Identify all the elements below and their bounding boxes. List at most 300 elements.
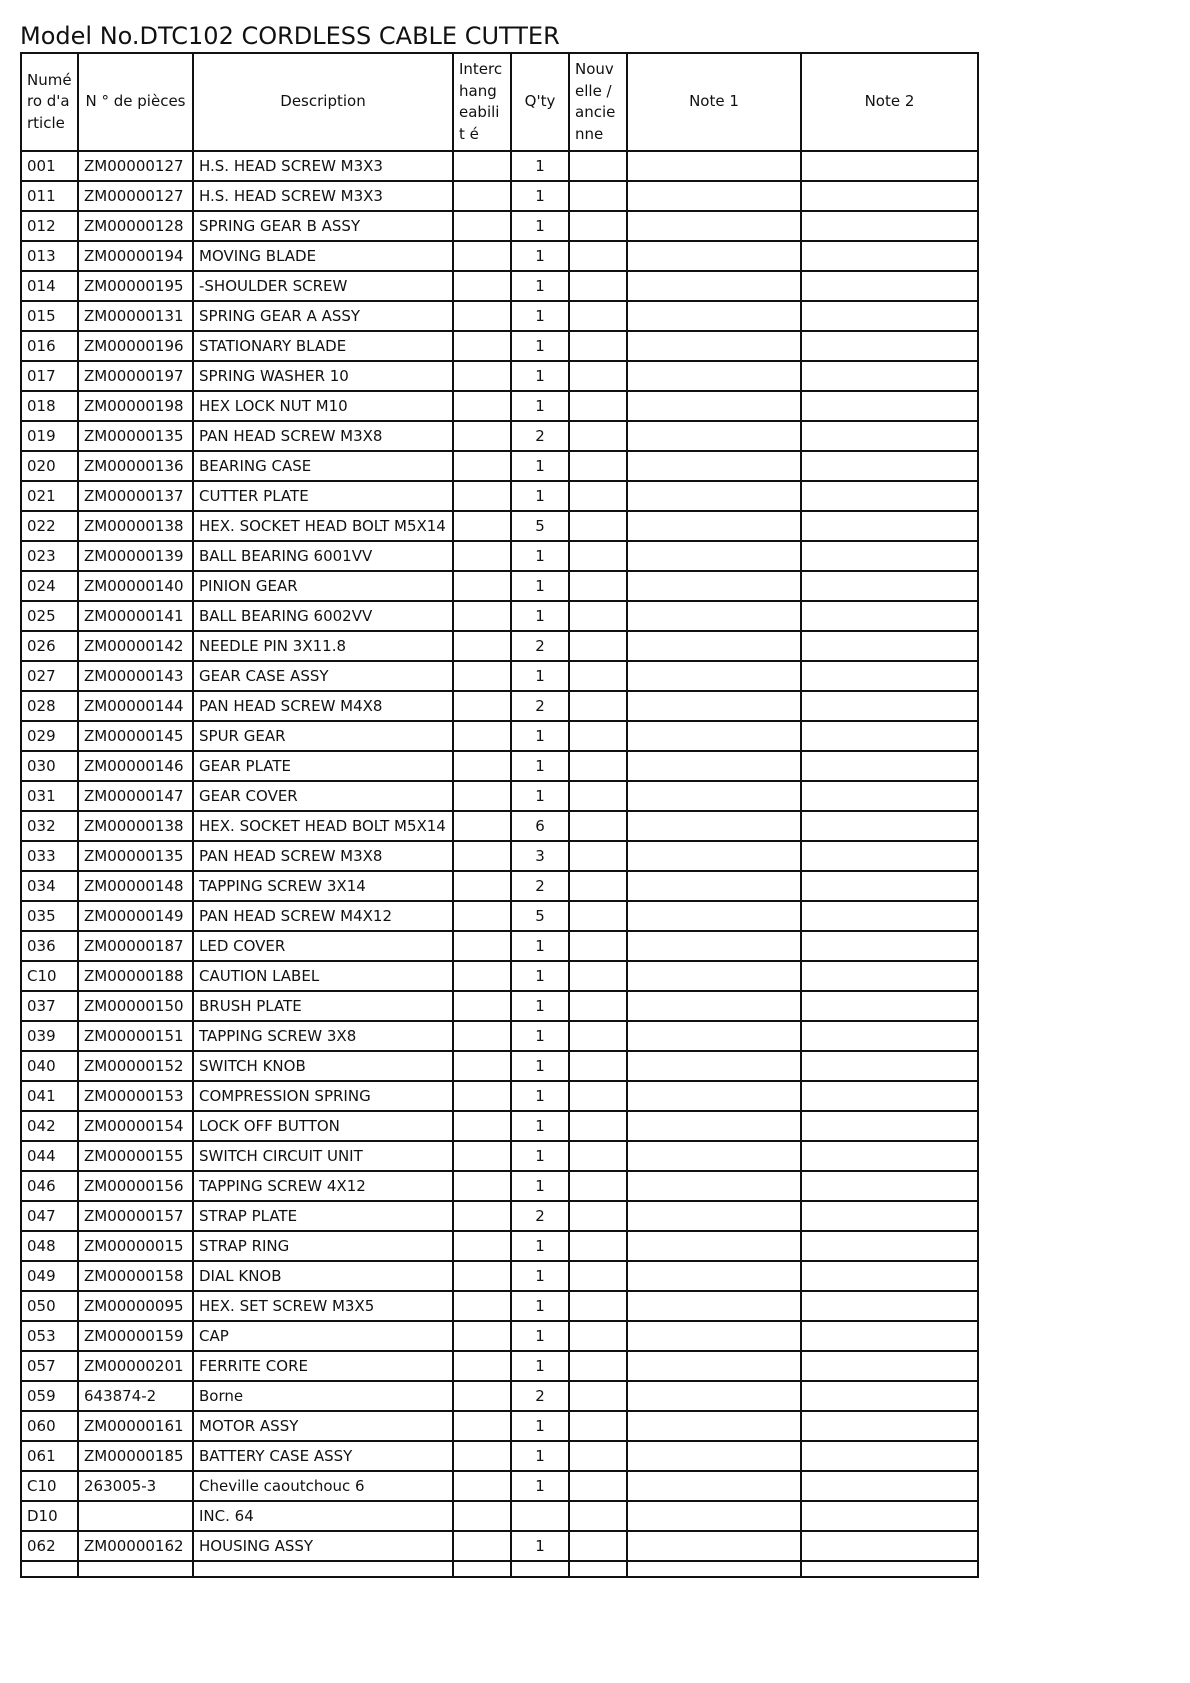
part-no-cell: ZM00000187 xyxy=(78,931,193,961)
new-old-cell xyxy=(569,1471,627,1501)
qty-cell: 1 xyxy=(511,391,569,421)
qty-cell: 1 xyxy=(511,1141,569,1171)
note1-cell xyxy=(627,241,801,271)
qty-cell: 1 xyxy=(511,211,569,241)
note2-cell xyxy=(801,1201,978,1231)
note2-cell xyxy=(801,1531,978,1561)
part-no-cell: ZM00000127 xyxy=(78,181,193,211)
item-no-cell: 053 xyxy=(21,1321,78,1351)
note1-cell xyxy=(627,1201,801,1231)
part-no-cell: ZM00000197 xyxy=(78,361,193,391)
interchangeability-cell xyxy=(453,1081,511,1111)
description-cell: BALL BEARING 6001VV xyxy=(193,541,453,571)
note2-cell xyxy=(801,1081,978,1111)
table-row xyxy=(21,211,978,241)
note2-cell xyxy=(801,1231,978,1261)
item-no-cell: 028 xyxy=(21,691,78,721)
description-cell: NEEDLE PIN 3X11.8 xyxy=(193,631,453,661)
new-old-cell xyxy=(569,1411,627,1441)
description-cell: PAN HEAD SCREW M3X8 xyxy=(193,421,453,451)
new-old-cell xyxy=(569,631,627,661)
new-old-cell xyxy=(569,841,627,871)
part-no-cell: ZM00000198 xyxy=(78,391,193,421)
note2-cell xyxy=(801,841,978,871)
note2-cell xyxy=(801,301,978,331)
col-header-part-no: N ° de pièces xyxy=(78,53,193,151)
table-row xyxy=(21,661,978,691)
description-cell: STRAP RING xyxy=(193,1231,453,1261)
interchangeability-cell xyxy=(453,1501,511,1531)
table-row xyxy=(21,1021,978,1051)
description-cell: CAUTION LABEL xyxy=(193,961,453,991)
note2-cell xyxy=(801,1411,978,1441)
part-no-cell: ZM00000146 xyxy=(78,751,193,781)
table-row xyxy=(21,601,978,631)
interchangeability-cell xyxy=(453,1231,511,1261)
description-cell: FERRITE CORE xyxy=(193,1351,453,1381)
part-no-cell: ZM00000141 xyxy=(78,601,193,631)
table-row xyxy=(21,481,978,511)
note1-cell xyxy=(627,1411,801,1441)
part-no-cell: ZM00000151 xyxy=(78,1021,193,1051)
table-row xyxy=(21,991,978,1021)
qty-cell: 1 xyxy=(511,331,569,361)
description-cell: H.S. HEAD SCREW M3X3 xyxy=(193,151,453,181)
table-row xyxy=(21,151,978,181)
table-row xyxy=(21,931,978,961)
item-no-cell: 044 xyxy=(21,1141,78,1171)
description-cell: SPRING GEAR A ASSY xyxy=(193,301,453,331)
note1-cell xyxy=(627,1141,801,1171)
item-no-cell: 060 xyxy=(21,1411,78,1441)
interchangeability-cell xyxy=(453,1171,511,1201)
qty-cell: 5 xyxy=(511,901,569,931)
description-cell: BATTERY CASE ASSY xyxy=(193,1441,453,1471)
col-header-item-no: Numé ro d'a rticle xyxy=(21,53,78,151)
interchangeability-cell xyxy=(453,211,511,241)
qty-cell: 1 xyxy=(511,271,569,301)
new-old-cell xyxy=(569,241,627,271)
new-old-cell xyxy=(569,301,627,331)
new-old-cell xyxy=(569,601,627,631)
qty-cell: 1 xyxy=(511,361,569,391)
new-old-cell xyxy=(569,721,627,751)
item-no-cell: 029 xyxy=(21,721,78,751)
new-old-cell xyxy=(569,751,627,781)
note1-cell xyxy=(627,931,801,961)
note1-cell xyxy=(627,361,801,391)
table-row xyxy=(21,721,978,751)
interchangeability-cell xyxy=(453,1261,511,1291)
interchangeability-cell xyxy=(453,331,511,361)
new-old-cell xyxy=(569,1171,627,1201)
note1-cell xyxy=(627,1291,801,1321)
part-no-cell: ZM00000144 xyxy=(78,691,193,721)
qty-cell: 1 xyxy=(511,181,569,211)
description-cell: LED COVER xyxy=(193,931,453,961)
table-row xyxy=(21,271,978,301)
interchangeability-cell xyxy=(453,961,511,991)
note1-cell xyxy=(627,451,801,481)
empty-cell xyxy=(511,1561,569,1577)
qty-cell: 2 xyxy=(511,631,569,661)
item-no-cell: 022 xyxy=(21,511,78,541)
note2-cell xyxy=(801,151,978,181)
qty-cell: 2 xyxy=(511,1381,569,1411)
new-old-cell xyxy=(569,151,627,181)
description-cell: STATIONARY BLADE xyxy=(193,331,453,361)
note2-cell xyxy=(801,721,978,751)
table-row xyxy=(21,631,978,661)
note1-cell xyxy=(627,1351,801,1381)
qty-cell: 2 xyxy=(511,871,569,901)
table-row xyxy=(21,421,978,451)
description-cell: Borne xyxy=(193,1381,453,1411)
interchangeability-cell xyxy=(453,1441,511,1471)
description-cell: Cheville caoutchouc 6 xyxy=(193,1471,453,1501)
note2-cell xyxy=(801,181,978,211)
description-cell: CAP xyxy=(193,1321,453,1351)
table-row xyxy=(21,751,978,781)
table-row xyxy=(21,871,978,901)
parts-table-body xyxy=(21,151,978,1577)
part-no-cell: ZM00000185 xyxy=(78,1441,193,1471)
table-row xyxy=(21,1441,978,1471)
item-no-cell: 020 xyxy=(21,451,78,481)
qty-cell: 1 xyxy=(511,661,569,691)
qty-cell: 2 xyxy=(511,691,569,721)
item-no-cell: 050 xyxy=(21,1291,78,1321)
description-cell: PAN HEAD SCREW M3X8 xyxy=(193,841,453,871)
description-cell: HEX. SOCKET HEAD BOLT M5X14 xyxy=(193,511,453,541)
note1-cell xyxy=(627,991,801,1021)
part-no-cell: ZM00000196 xyxy=(78,331,193,361)
part-no-cell: 263005-3 xyxy=(78,1471,193,1501)
item-no-cell: 027 xyxy=(21,661,78,691)
part-no-cell: ZM00000188 xyxy=(78,961,193,991)
qty-cell: 1 xyxy=(511,601,569,631)
description-cell: CUTTER PLATE xyxy=(193,481,453,511)
interchangeability-cell xyxy=(453,1321,511,1351)
note2-cell xyxy=(801,241,978,271)
description-cell: LOCK OFF BUTTON xyxy=(193,1111,453,1141)
note1-cell xyxy=(627,1531,801,1561)
part-no-cell: ZM00000137 xyxy=(78,481,193,511)
note2-cell xyxy=(801,211,978,241)
interchangeability-cell xyxy=(453,1021,511,1051)
interchangeability-cell xyxy=(453,871,511,901)
note1-cell xyxy=(627,631,801,661)
qty-cell: 1 xyxy=(511,1111,569,1141)
part-no-cell: ZM00000154 xyxy=(78,1111,193,1141)
new-old-cell xyxy=(569,211,627,241)
qty-cell: 1 xyxy=(511,721,569,751)
item-no-cell: 037 xyxy=(21,991,78,1021)
item-no-cell: 061 xyxy=(21,1441,78,1471)
item-no-cell: 015 xyxy=(21,301,78,331)
qty-cell: 1 xyxy=(511,541,569,571)
new-old-cell xyxy=(569,1531,627,1561)
qty-cell: 1 xyxy=(511,301,569,331)
empty-cell xyxy=(453,1561,511,1577)
note1-cell xyxy=(627,571,801,601)
note1-cell xyxy=(627,421,801,451)
table-row xyxy=(21,1201,978,1231)
new-old-cell xyxy=(569,181,627,211)
qty-cell: 1 xyxy=(511,1261,569,1291)
interchangeability-cell xyxy=(453,601,511,631)
item-no-cell: 039 xyxy=(21,1021,78,1051)
qty-cell: 1 xyxy=(511,1321,569,1351)
table-row xyxy=(21,1471,978,1501)
item-no-cell: 013 xyxy=(21,241,78,271)
new-old-cell xyxy=(569,811,627,841)
new-old-cell xyxy=(569,451,627,481)
qty-cell: 1 xyxy=(511,1441,569,1471)
description-cell: HEX LOCK NUT M10 xyxy=(193,391,453,421)
note1-cell xyxy=(627,1051,801,1081)
item-no-cell: 057 xyxy=(21,1351,78,1381)
table-row xyxy=(21,1111,978,1141)
description-cell: PAN HEAD SCREW M4X8 xyxy=(193,691,453,721)
part-no-cell: 643874-2 xyxy=(78,1381,193,1411)
empty-cell xyxy=(569,1561,627,1577)
part-no-cell: ZM00000135 xyxy=(78,421,193,451)
part-no-cell: ZM00000131 xyxy=(78,301,193,331)
new-old-cell xyxy=(569,1021,627,1051)
note1-cell xyxy=(627,961,801,991)
note1-cell xyxy=(627,1111,801,1141)
note1-cell xyxy=(627,151,801,181)
new-old-cell xyxy=(569,931,627,961)
item-no-cell: 035 xyxy=(21,901,78,931)
interchangeability-cell xyxy=(453,271,511,301)
note2-cell xyxy=(801,1291,978,1321)
note2-cell xyxy=(801,811,978,841)
item-no-cell: 026 xyxy=(21,631,78,661)
note2-cell xyxy=(801,1051,978,1081)
qty-cell: 1 xyxy=(511,1231,569,1261)
note1-cell xyxy=(627,1081,801,1111)
table-header-row xyxy=(21,53,978,151)
note2-cell xyxy=(801,1021,978,1051)
qty-cell: 2 xyxy=(511,1201,569,1231)
part-no-cell: ZM00000157 xyxy=(78,1201,193,1231)
item-no-cell: 031 xyxy=(21,781,78,811)
part-no-cell: ZM00000147 xyxy=(78,781,193,811)
new-old-cell xyxy=(569,331,627,361)
part-no-cell: ZM00000095 xyxy=(78,1291,193,1321)
table-row xyxy=(21,1531,978,1561)
table-row xyxy=(21,1051,978,1081)
item-no-cell: 019 xyxy=(21,421,78,451)
interchangeability-cell xyxy=(453,931,511,961)
table-row xyxy=(21,691,978,721)
table-row xyxy=(21,1381,978,1411)
new-old-cell xyxy=(569,1351,627,1381)
note2-cell xyxy=(801,1441,978,1471)
note2-cell xyxy=(801,961,978,991)
interchangeability-cell xyxy=(453,301,511,331)
note2-cell xyxy=(801,271,978,301)
note2-cell xyxy=(801,631,978,661)
item-no-cell: 001 xyxy=(21,151,78,181)
item-no-cell: 041 xyxy=(21,1081,78,1111)
empty-cell xyxy=(801,1561,978,1577)
new-old-cell xyxy=(569,691,627,721)
page-title: Model No.DTC102 CORDLESS CABLE CUTTER xyxy=(20,22,560,50)
description-cell: H.S. HEAD SCREW M3X3 xyxy=(193,181,453,211)
item-no-cell: 033 xyxy=(21,841,78,871)
interchangeability-cell xyxy=(453,901,511,931)
qty-cell: 1 xyxy=(511,1291,569,1321)
item-no-cell: 014 xyxy=(21,271,78,301)
part-no-cell: ZM00000153 xyxy=(78,1081,193,1111)
description-cell: TAPPING SCREW 3X14 xyxy=(193,871,453,901)
note1-cell xyxy=(627,781,801,811)
interchangeability-cell xyxy=(453,811,511,841)
table-row xyxy=(21,961,978,991)
part-no-cell: ZM00000140 xyxy=(78,571,193,601)
qty-cell: 2 xyxy=(511,421,569,451)
item-no-cell: 034 xyxy=(21,871,78,901)
note2-cell xyxy=(801,481,978,511)
qty-cell xyxy=(511,1501,569,1531)
description-cell: SPUR GEAR xyxy=(193,721,453,751)
new-old-cell xyxy=(569,1291,627,1321)
note2-cell xyxy=(801,661,978,691)
part-no-cell: ZM00000195 xyxy=(78,271,193,301)
qty-cell: 1 xyxy=(511,1081,569,1111)
interchangeability-cell xyxy=(453,421,511,451)
part-no-cell: ZM00000138 xyxy=(78,511,193,541)
note2-cell xyxy=(801,451,978,481)
note2-cell xyxy=(801,361,978,391)
table-row xyxy=(21,1561,978,1577)
note1-cell xyxy=(627,211,801,241)
note1-cell xyxy=(627,1381,801,1411)
col-header-interchangeability: Interc hang eabilit é xyxy=(453,53,511,151)
new-old-cell xyxy=(569,511,627,541)
description-cell: INC. 64 xyxy=(193,1501,453,1531)
qty-cell: 1 xyxy=(511,961,569,991)
table-row xyxy=(21,1171,978,1201)
item-no-cell: C10 xyxy=(21,961,78,991)
description-cell: SWITCH CIRCUIT UNIT xyxy=(193,1141,453,1171)
qty-cell: 1 xyxy=(511,151,569,181)
item-no-cell: 049 xyxy=(21,1261,78,1291)
note1-cell xyxy=(627,1471,801,1501)
note1-cell xyxy=(627,1021,801,1051)
qty-cell: 1 xyxy=(511,931,569,961)
table-row xyxy=(21,1411,978,1441)
qty-cell: 1 xyxy=(511,1351,569,1381)
interchangeability-cell xyxy=(453,1051,511,1081)
note2-cell xyxy=(801,691,978,721)
note2-cell xyxy=(801,421,978,451)
description-cell: GEAR CASE ASSY xyxy=(193,661,453,691)
new-old-cell xyxy=(569,421,627,451)
interchangeability-cell xyxy=(453,391,511,421)
description-cell: -SHOULDER SCREW xyxy=(193,271,453,301)
table-row xyxy=(21,901,978,931)
new-old-cell xyxy=(569,1141,627,1171)
part-no-cell: ZM00000158 xyxy=(78,1261,193,1291)
item-no-cell: 032 xyxy=(21,811,78,841)
description-cell: BALL BEARING 6002VV xyxy=(193,601,453,631)
part-no-cell: ZM00000152 xyxy=(78,1051,193,1081)
description-cell: TAPPING SCREW 3X8 xyxy=(193,1021,453,1051)
new-old-cell xyxy=(569,961,627,991)
item-no-cell: 042 xyxy=(21,1111,78,1141)
interchangeability-cell xyxy=(453,991,511,1021)
new-old-cell xyxy=(569,781,627,811)
description-cell: MOVING BLADE xyxy=(193,241,453,271)
note1-cell xyxy=(627,271,801,301)
part-no-cell: ZM00000159 xyxy=(78,1321,193,1351)
item-no-cell: 062 xyxy=(21,1531,78,1561)
table-row xyxy=(21,1501,978,1531)
interchangeability-cell xyxy=(453,1411,511,1441)
empty-cell xyxy=(78,1561,193,1577)
interchangeability-cell xyxy=(453,451,511,481)
interchangeability-cell xyxy=(453,1141,511,1171)
interchangeability-cell xyxy=(453,361,511,391)
description-cell: STRAP PLATE xyxy=(193,1201,453,1231)
note1-cell xyxy=(627,481,801,511)
part-no-cell: ZM00000149 xyxy=(78,901,193,931)
item-no-cell: 023 xyxy=(21,541,78,571)
table-row xyxy=(21,571,978,601)
item-no-cell: 012 xyxy=(21,211,78,241)
note1-cell xyxy=(627,541,801,571)
description-cell: HEX. SET SCREW M3X5 xyxy=(193,1291,453,1321)
note1-cell xyxy=(627,871,801,901)
table-row xyxy=(21,361,978,391)
new-old-cell xyxy=(569,661,627,691)
note1-cell xyxy=(627,661,801,691)
item-no-cell: 046 xyxy=(21,1171,78,1201)
col-header-new-old: Nouv elle / ancie nne xyxy=(569,53,627,151)
note2-cell xyxy=(801,1321,978,1351)
part-no-cell: ZM00000139 xyxy=(78,541,193,571)
qty-cell: 1 xyxy=(511,1531,569,1561)
note2-cell xyxy=(801,1141,978,1171)
qty-cell: 1 xyxy=(511,751,569,781)
note1-cell xyxy=(627,751,801,781)
table-row xyxy=(21,331,978,361)
new-old-cell xyxy=(569,1051,627,1081)
item-no-cell: 025 xyxy=(21,601,78,631)
note1-cell xyxy=(627,1501,801,1531)
description-cell: HOUSING ASSY xyxy=(193,1531,453,1561)
note2-cell xyxy=(801,391,978,421)
description-cell: PINION GEAR xyxy=(193,571,453,601)
item-no-cell: D10 xyxy=(21,1501,78,1531)
empty-cell xyxy=(627,1561,801,1577)
note1-cell xyxy=(627,391,801,421)
note2-cell xyxy=(801,1501,978,1531)
note2-cell xyxy=(801,781,978,811)
new-old-cell xyxy=(569,1501,627,1531)
interchangeability-cell xyxy=(453,1201,511,1231)
table-row xyxy=(21,511,978,541)
interchangeability-cell xyxy=(453,661,511,691)
new-old-cell xyxy=(569,1111,627,1141)
item-no-cell: 024 xyxy=(21,571,78,601)
new-old-cell xyxy=(569,571,627,601)
table-row xyxy=(21,1261,978,1291)
